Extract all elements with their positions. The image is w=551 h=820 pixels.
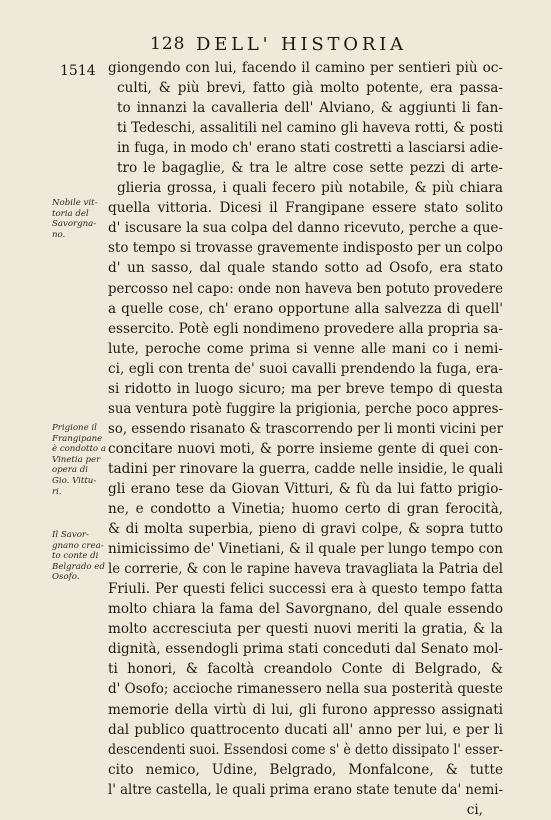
text-line: concitare nuovi moti, & porre insieme gente di quei con- [108, 440, 503, 457]
text-line: d' iscusare la sua colpa del danno ricevuto, perche a que- [108, 220, 504, 237]
text-line: gli erano tese da Giovan Vitturi, & fù da lui fatto prigio- [108, 480, 503, 497]
margin-note-line: Vinetia per [52, 454, 101, 465]
text-line: to innanzi la cavalleria dell' Alviano, & aggiunti li fan- [117, 100, 503, 117]
text-line: culti, & più brevi, fatto già molto potente, era passa- [117, 80, 504, 97]
margin-note-2 [52, 423, 107, 497]
margin-note-line: Il Savor- [52, 530, 89, 540]
margin-note-line: to conte di [52, 551, 99, 562]
text-line: so, essendo risanato & trascorrendo per li monti vicini per [108, 420, 503, 437]
margin-note-line: ri. [52, 486, 62, 497]
body-text [108, 58, 503, 820]
margin-note-1 [52, 198, 107, 240]
margin-note-line: Osofo. [52, 572, 80, 583]
running-title: DELL' HISTORIA [196, 34, 407, 55]
text-line: dal publico quattrocento ducati all' anno per lui, e per li [108, 721, 503, 738]
text-line: dignità, essendogli prima stati conceduti dal Senato mol- [108, 641, 504, 658]
text-line: ci, egli con trenta de' suoi cavalli prendendo la fuga, era- [108, 360, 503, 377]
text-line: sto tempo si trovasse gravemente indisposto per un colpo [108, 240, 503, 257]
margin-note-line: Nobile vit- [52, 198, 98, 208]
margin-note-line: toria del [52, 208, 89, 219]
margin-note-line: Savorgna- [52, 219, 97, 230]
margin-note-line: Belgrado ed [52, 561, 105, 572]
text-line: Friuli. Per questi felici successi era à questo tempo fatta [108, 581, 503, 598]
text-line: ti honori, & facoltà creandolo Conte di Belgrado, & [108, 661, 503, 678]
text-line: ti Tedeschi, assalitili nel camino gli haveva rotti, & posti [117, 120, 503, 137]
text-line: a quelle cose, ch' erano opportune alla salvezza di quell' [108, 300, 504, 317]
text-line: in fuga, in modo ch' erano stati costretti a lasciarsi adie- [117, 140, 503, 157]
text-line: d' un sasso, dal quale stando sotto ad Osofo, era stato [108, 260, 504, 277]
text-line: glieria grossa, i quali fecero più notabile, & più chiara [117, 180, 503, 197]
text-line: ne, e condotto a Vinetia; huomo certo di gran ferocità, [108, 501, 504, 518]
text-line: si ridotto in luogo sicuro; ma per breve tempo di questa [108, 380, 503, 397]
text-line: & di molta superbia, pieno di gravi colpe, & sopra tutto [108, 521, 504, 538]
text-line: d' Osofo; accioche rimanessero nella sua posterità queste [108, 681, 504, 698]
text-line: tadini per rinovare la guerra, cadde nelle insidie, le quali [108, 460, 503, 477]
margin-note-line: no. [52, 229, 66, 240]
page-number: 128 [150, 34, 186, 54]
text-line: giongendo con lui, facendo il camino per sentieri più oc- [108, 60, 504, 76]
text-line: memorie della virtù di lui, gli furono appresso assignati [108, 701, 504, 718]
text-line: quella vittoria. Dicesi il Frangipane essere stato solito [108, 200, 504, 217]
text-line: lute, peroche come prima si venne alle mani co i nemi- [108, 340, 503, 357]
text-line: sua ventura potè fuggire la prigionia, perche poco appres- [108, 400, 504, 417]
text-line: molto accresciuta per questi nuovi meriti la gratia, & la [108, 621, 504, 638]
margin-note-line: Prigione il [52, 423, 97, 433]
margin-year: 1514 [60, 63, 96, 79]
text-line: molto chiara la fama del Savorgnano, del quale essendo [108, 601, 504, 618]
text-line: essercito. Potè egli nondimeno provedere alla propria sa- [108, 320, 503, 337]
margin-note-line: Frangipane [52, 433, 103, 444]
text-line: percosso nel capo: onde non haveva ben potuto provedere [108, 280, 503, 297]
text-line: descendenti suoi. Essendosi come s' è detto dissipato l' esser- [108, 741, 503, 758]
text-line: cito nemico, Udine, Belgrado, Monfalcone, & tutte [108, 761, 504, 778]
margin-note-line: gnano crea- [52, 540, 104, 551]
text-line: ci, [466, 801, 483, 818]
margin-note-line: è condotto a [52, 444, 106, 455]
text-line: le correrie, & con le rapine haveva travagliata la Patria del [108, 561, 503, 578]
text-line: l' altre castella, le quali prima erano state tenute da' nemi- [108, 781, 503, 798]
margin-note-3 [52, 530, 107, 583]
margin-note-line: opera di [52, 465, 88, 476]
text-line: nimicissimo de' Vinetiani, & il quale per lungo tempo con [108, 541, 504, 558]
margin-note-line: Gio. Vittu- [52, 475, 97, 486]
text-line: tro le bagaglie, & tra le altre cose sette pezzi di arte- [117, 160, 504, 177]
